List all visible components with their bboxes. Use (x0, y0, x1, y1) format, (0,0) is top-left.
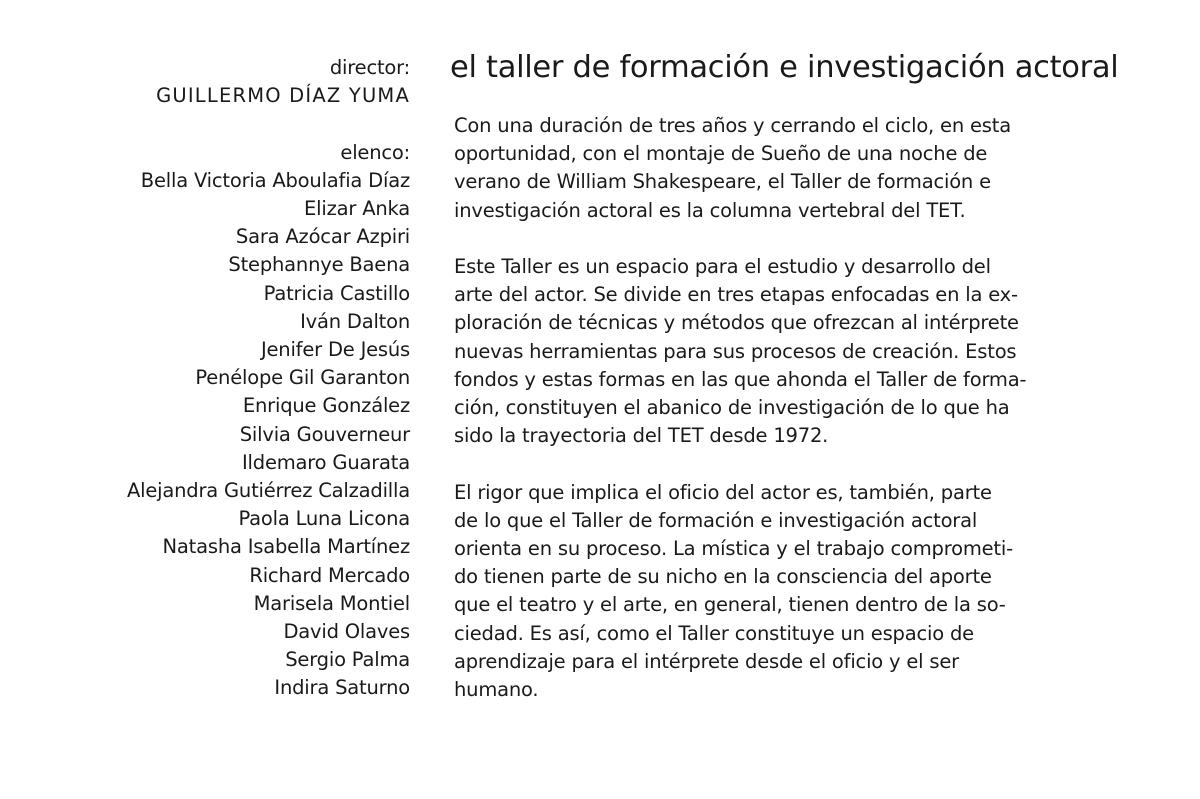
paragraph-line: arte del actor. Se divide en tres etapas enfocadas en la ex- (454, 283, 1018, 307)
paragraph-line: ciedad. Es así, como el Taller constituye un espacio de (454, 621, 974, 645)
cast-member: Stephannye Baena (228, 253, 410, 277)
cast-member: Marisela Montiel (253, 591, 410, 615)
cast-member: Ildemaro Guarata (242, 450, 410, 474)
paragraph-line: ploración de técnicas y métodos que ofrezcan al intérprete (454, 311, 1019, 335)
cast-member: Sara Azócar Azpiri (235, 225, 410, 249)
cast-heading: elenco: (340, 140, 410, 164)
paragraph-line: verano de William Shakespeare, el Taller de formación e (454, 170, 991, 194)
cast-member: Jenifer De Jesús (260, 338, 410, 362)
paragraph-line: sido la trayectoria del TET desde 1972. (454, 424, 829, 448)
cast-member: Iván Dalton (300, 309, 410, 333)
paragraph-line: humano. (454, 678, 539, 702)
cast-member: Indira Saturno (274, 676, 410, 700)
credits-column (60, 54, 410, 703)
paragraph-line: orienta en su proceso. La mística y el trabajo comprometi- (454, 537, 1013, 561)
cast-member: Richard Mercado (249, 563, 410, 587)
paragraph-line: investigación actoral es la columna vertebral del TET. (454, 198, 966, 222)
paragraph-line: Con una duración de tres años y cerrando el ciclo, en esta (454, 114, 1011, 137)
paragraph-line: do tienen parte de su nicho en la consciencia del aporte (454, 565, 992, 589)
paragraph-line: oportunidad, con el montaje de Sueño de una noche de (454, 142, 988, 166)
cast-member: Natasha Isabella Martínez (162, 535, 410, 559)
cast-member: Patricia Castillo (263, 281, 410, 305)
paragraph-line: ción, constituyen el abanico de investigación de lo que ha (454, 396, 1010, 420)
paragraph-line: nuevas herramientas para sus procesos de creación. Estos (454, 339, 1017, 363)
article-title: el taller de formación e investigación actoral (450, 50, 1119, 85)
article-paragraph (454, 479, 1064, 705)
paragraph-line: que el teatro y el arte, en general, tienen dentro de la so- (454, 593, 1006, 617)
cast-member: Alejandra Gutiérrez Calzadilla (127, 479, 410, 503)
paragraph-line: El rigor que implica el oficio del actor es, también, parte (454, 480, 992, 504)
cast-member: Paola Luna Licona (238, 507, 410, 531)
cast-member: Enrique González (242, 394, 410, 418)
cast-list (60, 167, 410, 703)
cast-member: Bella Victoria Aboulafia Díaz (140, 168, 410, 192)
cast-member: Sergio Palma (285, 648, 410, 672)
article-paragraph (454, 112, 1064, 225)
paragraph-line: de lo que el Taller de formación e investigación actoral (454, 508, 978, 532)
cast-member: Penélope Gil Garanton (195, 366, 410, 390)
paragraph-line: Este Taller es un espacio para el estudio y desarrollo del (454, 255, 991, 278)
cast-member: Silvia Gouverneur (239, 422, 410, 446)
article-body (454, 112, 1064, 732)
cast-member: Elizar Anka (304, 197, 410, 220)
article-paragraph (454, 253, 1064, 450)
director-heading: director: (329, 56, 410, 79)
director-name: GUILLERMO DÍAZ YUMA (156, 84, 410, 108)
paragraph-line: fondos y estas formas en las que ahonda el Taller de forma- (454, 367, 1027, 391)
cast-member: David Olaves (283, 620, 410, 644)
credits-spacer (60, 110, 410, 138)
paragraph-line: aprendizaje para el intérprete desde el oficio y el ser (454, 649, 959, 673)
